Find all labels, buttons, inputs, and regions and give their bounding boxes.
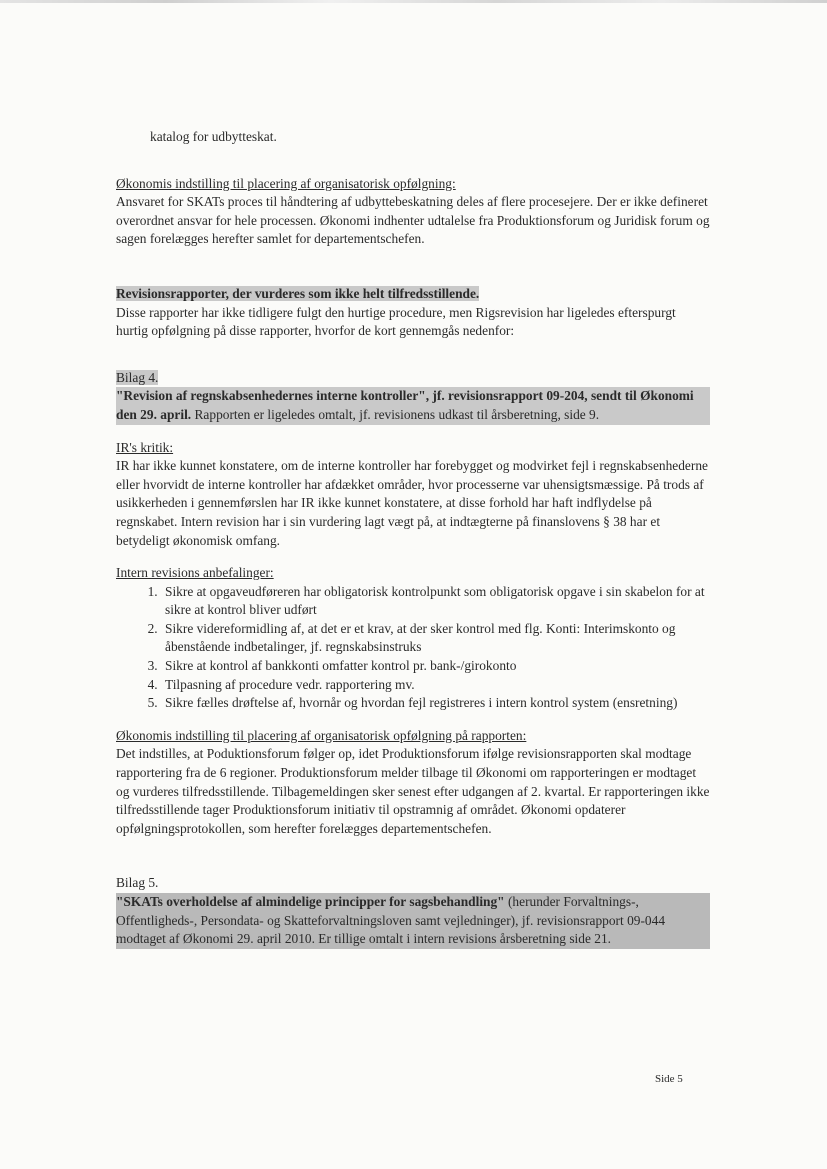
bilag4-title (116, 387, 710, 424)
list-item: 2. Sikre videreformidling af, at det er et krav, at der sker kontrol med flg. Konti: Interimskonto og åbenstående indbetalinger, jf. regnskabsinstruks (161, 620, 710, 657)
document-body (116, 128, 710, 949)
bilag5-title-rest: (herunder Forvaltnings-, Offentligheds-, Persondata- og Skatteforvaltningsloven samt vejledninger), jf. revisionsrapport 09-044 modtaget af Økonomi 29. april 2010. Er tillige omtalt i intern revisions årsberetning side 21. (116, 894, 666, 947)
bilag5-title (116, 893, 710, 949)
list-item: 4. Tilpasning af procedure vedr. rapportering mv. (161, 676, 710, 695)
scan-edge (0, 0, 827, 3)
bilag4-title-bold: "Revision af regnskabsenhedernes interne kontroller", jf. revisionsrapport 09-204, sendt til Økonomi den 29. april. (116, 388, 694, 422)
bilag4-label: Bilag 4. (116, 369, 159, 385)
section3-heading: Økonomis indstilling til placering af organisatorisk opfølgning på rapporten: (116, 727, 527, 743)
list-item: 1. Sikre at opgaveudføreren har obligatorisk kontrolpunkt som obligatorisk opgave i sin skabelon for at sikre at kontrol bliver udført (161, 583, 710, 620)
intro-line: katalog for udbytteskat. (150, 129, 277, 144)
list-item: 3. Sikre at kontrol af bankkonti omfatter kontrol pr. bank-/girokonto (161, 657, 710, 676)
section1-heading: Økonomis indstilling til placering af organisatorisk opfølgning: (116, 175, 456, 191)
section3-body: Det indstilles, at Poduktionsforum følger op, idet Produktionsforum ifølge revisionsrapporten skal modtage rapportering fra de 6 regioner. Produktionsforum melder tilbage til Økonomi om rapporteringen er modtaget og vurderes tilfredsstillende. Tilbagemeldingen sker senest efter udgangen af 2. kvartal. Er rapporteringen ikke tilfredsstillende tager Produktionsforum initiativ til opstramnig af området. Økonomi opdaterer opfølgningsprotokollen, som herefter forelægges departementschefen. (116, 746, 710, 836)
page-number: Side 5 (655, 1073, 683, 1085)
kritik-heading: IR's kritik: (116, 439, 174, 455)
anbefalinger-list (116, 583, 710, 713)
bilag5-title-bold: "SKATs overholdelse af almindelige principper for sagsbehandling" (116, 894, 505, 909)
kritik-body: IR har ikke kunnet konstatere, om de interne kontroller har forebygget og modvirket fejl i regnskabsenhederne eller hvorvidt de interne kontroller har afdækket områder, hvor processerne var uhensigtsmæssige. På trods af usikkerheden i gennemførslen har IR ikke kunnet konstatere, at disse forhold har haft indflydelse på regnskabet. Intern revision har i sin vurdering lagt vægt på, at indtægterne på finanslovens § 38 har et betydeligt økonomisk omfang. (116, 458, 708, 548)
section2-body: Disse rapporter har ikke tidligere fulgt den hurtige procedure, men Rigsrevision har ligeledes efterspurgt hurtig opfølgning på disse rapporter, hvorfor de kort gennemgås nedenfor: (116, 304, 676, 339)
list-item: 5. Sikre fælles drøftelse af, hvornår og hvordan fejl registreres i intern kontrol system (ensretning) (161, 694, 710, 713)
bilag4-title-rest: Rapporten er ligeledes omtalt, jf. revisionens udkast til årsberetning, side 9. (191, 406, 600, 422)
anbefalinger-heading: Intern revisions anbefalinger: (116, 565, 274, 581)
section1-body: Ansvaret for SKATs proces til håndtering af udbyttebeskatning deles af flere procesejere. Der er ikke defineret overordnet ansvar for hele processen. Økonomi indhenter udtalelse fra Produktionsforum og Juridisk forum og sagen forelægges herefter samlet for departementschefen. (116, 194, 710, 247)
bilag5-label: Bilag 5. (116, 875, 159, 891)
section2-heading: Revisionsrapporter, der vurderes som ikke helt tilfredsstillende. (116, 285, 480, 301)
